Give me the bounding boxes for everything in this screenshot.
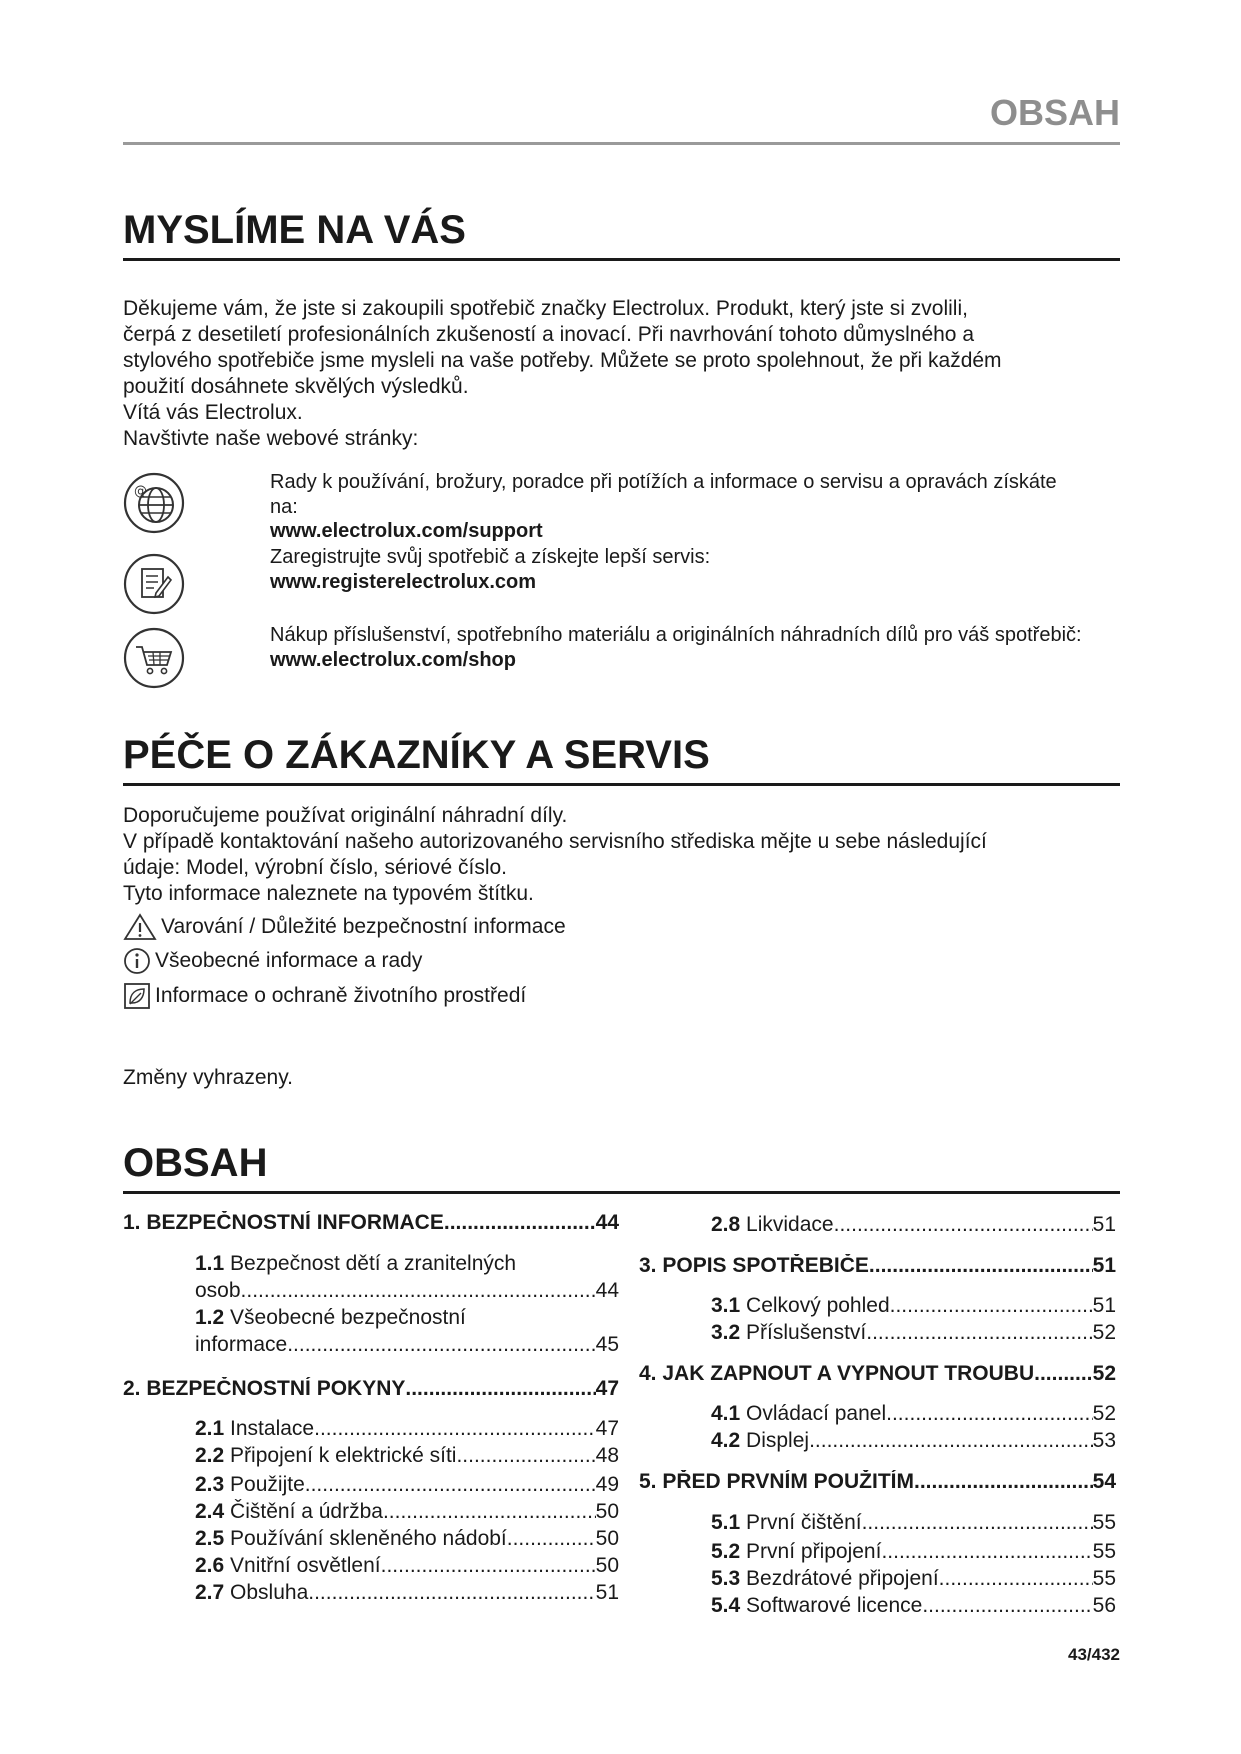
toc-item-4-1[interactable]: 4.1 Ovládací panel ..... 52 — [711, 1400, 1116, 1427]
register-url-link[interactable]: www.registerelectrolux.com — [270, 570, 537, 593]
web-link-description: Zaregistrujte svůj spotřebič a získejte lepší servis: — [270, 546, 711, 568]
toc-item-2-3[interactable]: 2.3 Použijte ..... 49 — [195, 1471, 619, 1498]
care-line: Doporučujeme používat originální náhradní díly. — [123, 804, 568, 827]
intro-line: Děkujeme vám, že jste si zakoupili spotřebič značky Electrolux. Produkt, který jste si zvolili, — [123, 297, 968, 320]
web-link-description: Nákup příslušenství, spotřebního materiálu a originálních náhradních dílů pro váš spotřebič: — [270, 624, 1082, 646]
toc-item-1-1-cont[interactable]: osob ..... 44 — [195, 1277, 619, 1304]
toc-item-2-1[interactable]: 2.1 Instalace ..... 47 — [195, 1415, 619, 1442]
toc-item-1-1[interactable]: 1.1 Bezpečnost dětí a zranitelných — [195, 1252, 517, 1275]
changes-reserved-note — [123, 1065, 1123, 1091]
toc-chapter-1[interactable]: 1. BEZPEČNOSTNÍ INFORMACE ..... 44 — [123, 1211, 619, 1235]
care-line: V případě kontaktování našeho autorizovaného servisního střediska mějte u sebe následující — [123, 830, 987, 853]
section-title-thinking-of-you: MYSLÍME NA VÁS — [123, 208, 1120, 261]
web-link-support — [270, 470, 1090, 544]
legend-warning — [123, 913, 566, 941]
toc-chapter-2[interactable]: 2. BEZPEČNOSTNÍ POKYNY ..... 47 — [123, 1377, 619, 1401]
svg-text:@: @ — [134, 484, 147, 499]
toc-chapter-3[interactable]: 3. POPIS SPOTŘEBIČE ..... 51 — [639, 1254, 1116, 1278]
web-link-description: Rady k používání, brožury, poradce při potížích a informace o servisu a opravách získáte na: — [270, 471, 1057, 518]
legend-environment-text: Informace o ochraně životního prostředí — [155, 984, 527, 1007]
intro-line: Navštivte naše webové stránky: — [123, 427, 419, 450]
intro-line: stylového spotřebiče jsme mysleli na vaše potřeby. Můžete se proto spolehnout, že při každém — [123, 349, 1002, 372]
intro-line: čerpá z desetiletí profesionálních zkušeností a inovací. Při navrhování tohoto důmyslného a — [123, 323, 974, 346]
page-number: 43/432 — [1068, 1645, 1120, 1664]
section-title-contents: OBSAH — [123, 1141, 1120, 1194]
toc-item-1-2-cont[interactable]: informace ..... 45 — [195, 1331, 619, 1358]
toc-chapter-4[interactable]: 4. JAK ZAPNOUT A VYPNOUT TROUBU ..... 52 — [639, 1362, 1116, 1386]
toc-item-2-8[interactable]: 2.8 Likvidace ..... 51 — [711, 1211, 1116, 1238]
care-line: údaje: Model, výrobní číslo, sériové číslo. — [123, 856, 508, 879]
intro-line: Vítá vás Electrolux. — [123, 401, 303, 424]
toc-item-3-2[interactable]: 3.2 Příslušenství ..... 52 — [711, 1319, 1116, 1346]
register-icon — [123, 553, 185, 615]
web-link-register — [270, 545, 1090, 594]
intro-line: použití dosáhnete skvělých výsledků. — [123, 375, 469, 398]
note-text: Změny vyhrazeny. — [123, 1066, 293, 1089]
toc-item-2-5[interactable]: 2.5 Používání skleněného nádobí ..... 50 — [195, 1525, 619, 1552]
toc-item-5-4[interactable]: 5.4 Softwarové licence ..... 56 — [711, 1592, 1116, 1619]
shop-url-link[interactable]: www.electrolux.com/shop — [270, 648, 516, 671]
toc-item-2-2[interactable]: 2.2 Připojení k elektrické síti ..... 48 — [195, 1442, 619, 1469]
toc-item-2-7[interactable]: 2.7 Obsluha ..... 51 — [195, 1579, 619, 1606]
care-line: Tyto informace naleznete na typovém štítku. — [123, 882, 534, 905]
web-link-shop — [270, 623, 1090, 672]
header-title: OBSAH — [989, 92, 1120, 133]
toc-item-5-3[interactable]: 5.3 Bezdrátové připojení ..... 55 — [711, 1565, 1116, 1592]
info-icon — [123, 947, 151, 975]
warning-icon — [123, 913, 157, 941]
toc-chapter-5[interactable]: 5. PŘED PRVNÍM POUŽITÍM ..... 54 — [639, 1470, 1116, 1494]
support-url-link[interactable]: www.electrolux.com/support — [270, 520, 543, 542]
globe-icon — [123, 472, 185, 534]
toc-item-2-4[interactable]: 2.4 Čištění a údržba ..... 50 — [195, 1498, 619, 1525]
intro-paragraph — [123, 296, 1123, 452]
customer-care-paragraph — [123, 803, 1123, 907]
shopping-cart-icon — [123, 627, 185, 689]
toc-item-5-1[interactable]: 5.1 První čištění ..... 55 — [711, 1509, 1116, 1536]
section-title-customer-care: PÉČE O ZÁKAZNÍKY A SERVIS — [123, 733, 1120, 786]
legend-info — [123, 947, 422, 975]
legend-environment — [123, 982, 526, 1010]
legend-info-text: Všeobecné informace a rady — [155, 949, 423, 972]
toc-item-5-2[interactable]: 5.2 První připojení ..... 55 — [711, 1538, 1116, 1565]
legend-warning-text: Varování / Důležité bezpečnostní informace — [161, 915, 566, 938]
toc-item-3-1[interactable]: 3.1 Celkový pohled ..... 51 — [711, 1292, 1116, 1319]
toc-item-2-6[interactable]: 2.6 Vnitřní osvětlení ..... 50 — [195, 1552, 619, 1579]
page-header — [123, 92, 1120, 145]
toc-item-1-2[interactable]: 1.2 Všeobecné bezpečnostní — [195, 1306, 466, 1329]
leaf-icon — [123, 982, 151, 1010]
toc-item-4-2[interactable]: 4.2 Displej ..... 53 — [711, 1427, 1116, 1454]
